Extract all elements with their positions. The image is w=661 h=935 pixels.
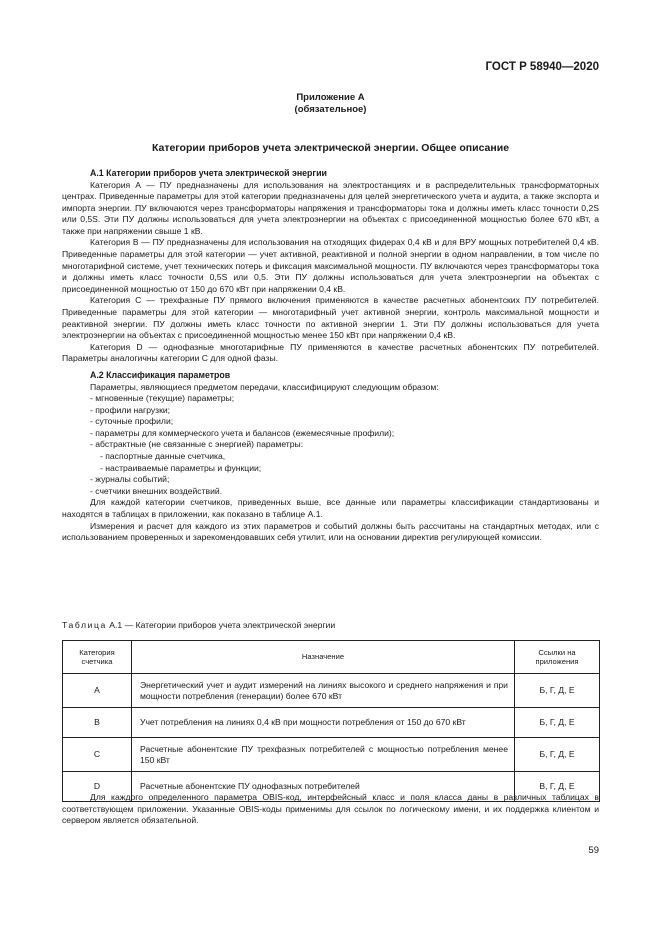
cell-refs: Б, Г, Д, Е <box>515 708 600 738</box>
measurement-paragraph: Измерения и расчет для каждого из этих параметров и событий должны быть рассчитаны на стандартных методах, или с использованием проверенных и зарекомендовавших себя утилит, или на основании директив регулирующей комиссии. <box>62 520 599 543</box>
list-item: - счетчики внешних воздействий. <box>90 485 223 496</box>
cell-purpose: Энергетический учет и аудит измерений на линиях высокого и среднего напряжения и при мощности потребления (генерации) более 670 кВт <box>132 674 515 708</box>
list-item: - мгновенные (текущие) параметры; <box>90 393 235 404</box>
category-c-paragraph: Категория С — трехфазные ПУ прямого включения применяются в качестве расчетных абонентских ПУ потребителей. Приведенные параметры для этой категории — многотарифный учет активной энергии, контроль максимальной мощности и реактивной энергии. ПУ должны иметь класс точности по активной энергии 1. Эти ПУ должны использоваться для учета электроэнергии на объектах с присоединенной мощностью менее 150 кВт при напряжении 0,4 кВ. <box>62 295 599 341</box>
header-purpose: Назначение <box>132 641 515 674</box>
cell-purpose: Расчетные абонентские ПУ трехфазных потребителей с мощностью потребления менее 150 кВт <box>132 738 515 772</box>
header-refs: Ссылки на приложения <box>515 641 600 674</box>
parameter-list <box>62 393 599 497</box>
main-title: Категории приборов учета электрической энергии. Общее описание <box>151 142 510 154</box>
table-row <box>63 738 600 772</box>
cell-category: С <box>63 738 132 772</box>
cell-category: А <box>63 674 132 708</box>
list-item: - профили нагрузки; <box>90 404 171 415</box>
table-caption-label: Таблица <box>62 620 107 630</box>
cell-purpose: Учет потребления на линиях 0,4 кВ при мощности потребления от 150 до 670 кВт <box>132 708 515 738</box>
section-a2-heading: А.2 Классификация параметров <box>90 370 231 380</box>
cell-category: В <box>63 708 132 738</box>
classification-intro: Параметры, являющиеся предметом передачи, классифицируют следующим образом: <box>90 381 439 392</box>
standard-number: ГОСТ Р 58940—2020 <box>485 61 599 73</box>
appendix-title: Приложение А <box>296 92 365 103</box>
list-item: - суточные профили; <box>90 416 174 427</box>
list-subitem: - настраиваемые параметры и функции; <box>100 462 262 473</box>
list-item: - абстрактные (не связанные с энергией) параметры: <box>90 439 304 450</box>
header-category: Категория счетчика <box>63 641 132 674</box>
table-caption-text: А.1 — Категории приборов учета электрической энергии <box>109 620 336 630</box>
list-subitem: - паспортные данные счетчика, <box>100 451 226 462</box>
appendix-heading <box>0 92 661 116</box>
category-a-paragraph: Категория А — ПУ предназначены для использования на электростанциях и в распределительных трансформаторных центрах. Приведенные параметры для этой категории предназначены для целей энергетического учета и аудита, а также экспорта и импорта энергии. ПУ включаются через трансформаторы напряжения и трансформаторы тока и должны иметь класс точности 0,2S или 0,5S. Эти ПУ должны использоваться для учета электроэнергии на объектах с присоединенной мощностью более 670 кВт, а также при напряжении свыше 1 кВ. <box>62 179 599 236</box>
obis-paragraph: Для каждого определенного параметра OBIS-код, интерфейсный класс и поля класса даны в различных таблицах в соответствующем приложении. Указанные OBIS-коды применимы для ссылок по логическому имени, и их поддержка клиентом и сервером является обязательной. <box>62 792 599 826</box>
list-item: - параметры для коммерческого учета и балансов (ежемесячные профили); <box>90 427 395 438</box>
cell-refs: Б, Г, Д, Е <box>515 738 600 772</box>
appendix-status: (обязательное) <box>294 104 367 115</box>
table-row <box>63 674 600 708</box>
cell-purpose: Расчетные абонентские ПУ однофазных потребителей <box>132 772 515 802</box>
table-header-row <box>63 641 600 674</box>
cell-refs: В, Г, Д, Е <box>515 772 600 802</box>
cell-refs: Б, Г, Д, Е <box>515 674 600 708</box>
body-text <box>62 167 599 544</box>
table-caption <box>62 620 335 630</box>
page-number: 59 <box>588 845 599 856</box>
table-row <box>63 708 600 738</box>
classification-paragraph: Для каждой категории счетчиков, приведенных выше, все данные или параметры классификации стандартизованы и находятся в таблицах в приложении, как показано в таблице А.1. <box>62 497 599 520</box>
categories-table <box>62 640 600 802</box>
list-item: - журналы событий; <box>90 474 170 485</box>
cell-category: D <box>63 772 132 802</box>
closing-text <box>62 792 599 827</box>
category-b-paragraph: Категория В — ПУ предназначены для использования на отходящих фидерах 0,4 кВ и для ВРУ мощных потребителей 0,4 кВ. Приведенные параметры для этой категории — учет активной, реактивной и полной энергии в одном направлении, в том числе по многотарифной системе, учет технических потерь и фиксация максимальной мощности. ПУ включаются через трансформаторы тока и должны иметь класс точности 0,5S или 0,5. Эти ПУ должны использоваться для учета электроэнергии на объектах с присоединенной мощностью от 150 до 670 кВт при напряжении 0,4 кВ. <box>62 237 599 294</box>
section-a1-heading: А.1 Категории приборов учета электрической энергии <box>90 168 327 178</box>
category-d-paragraph: Категория D — однофазные многотарифные ПУ применяются в качестве расчетных абонентских ПУ потребителей. Параметры аналогичны категории С для одной фазы. <box>62 341 599 364</box>
